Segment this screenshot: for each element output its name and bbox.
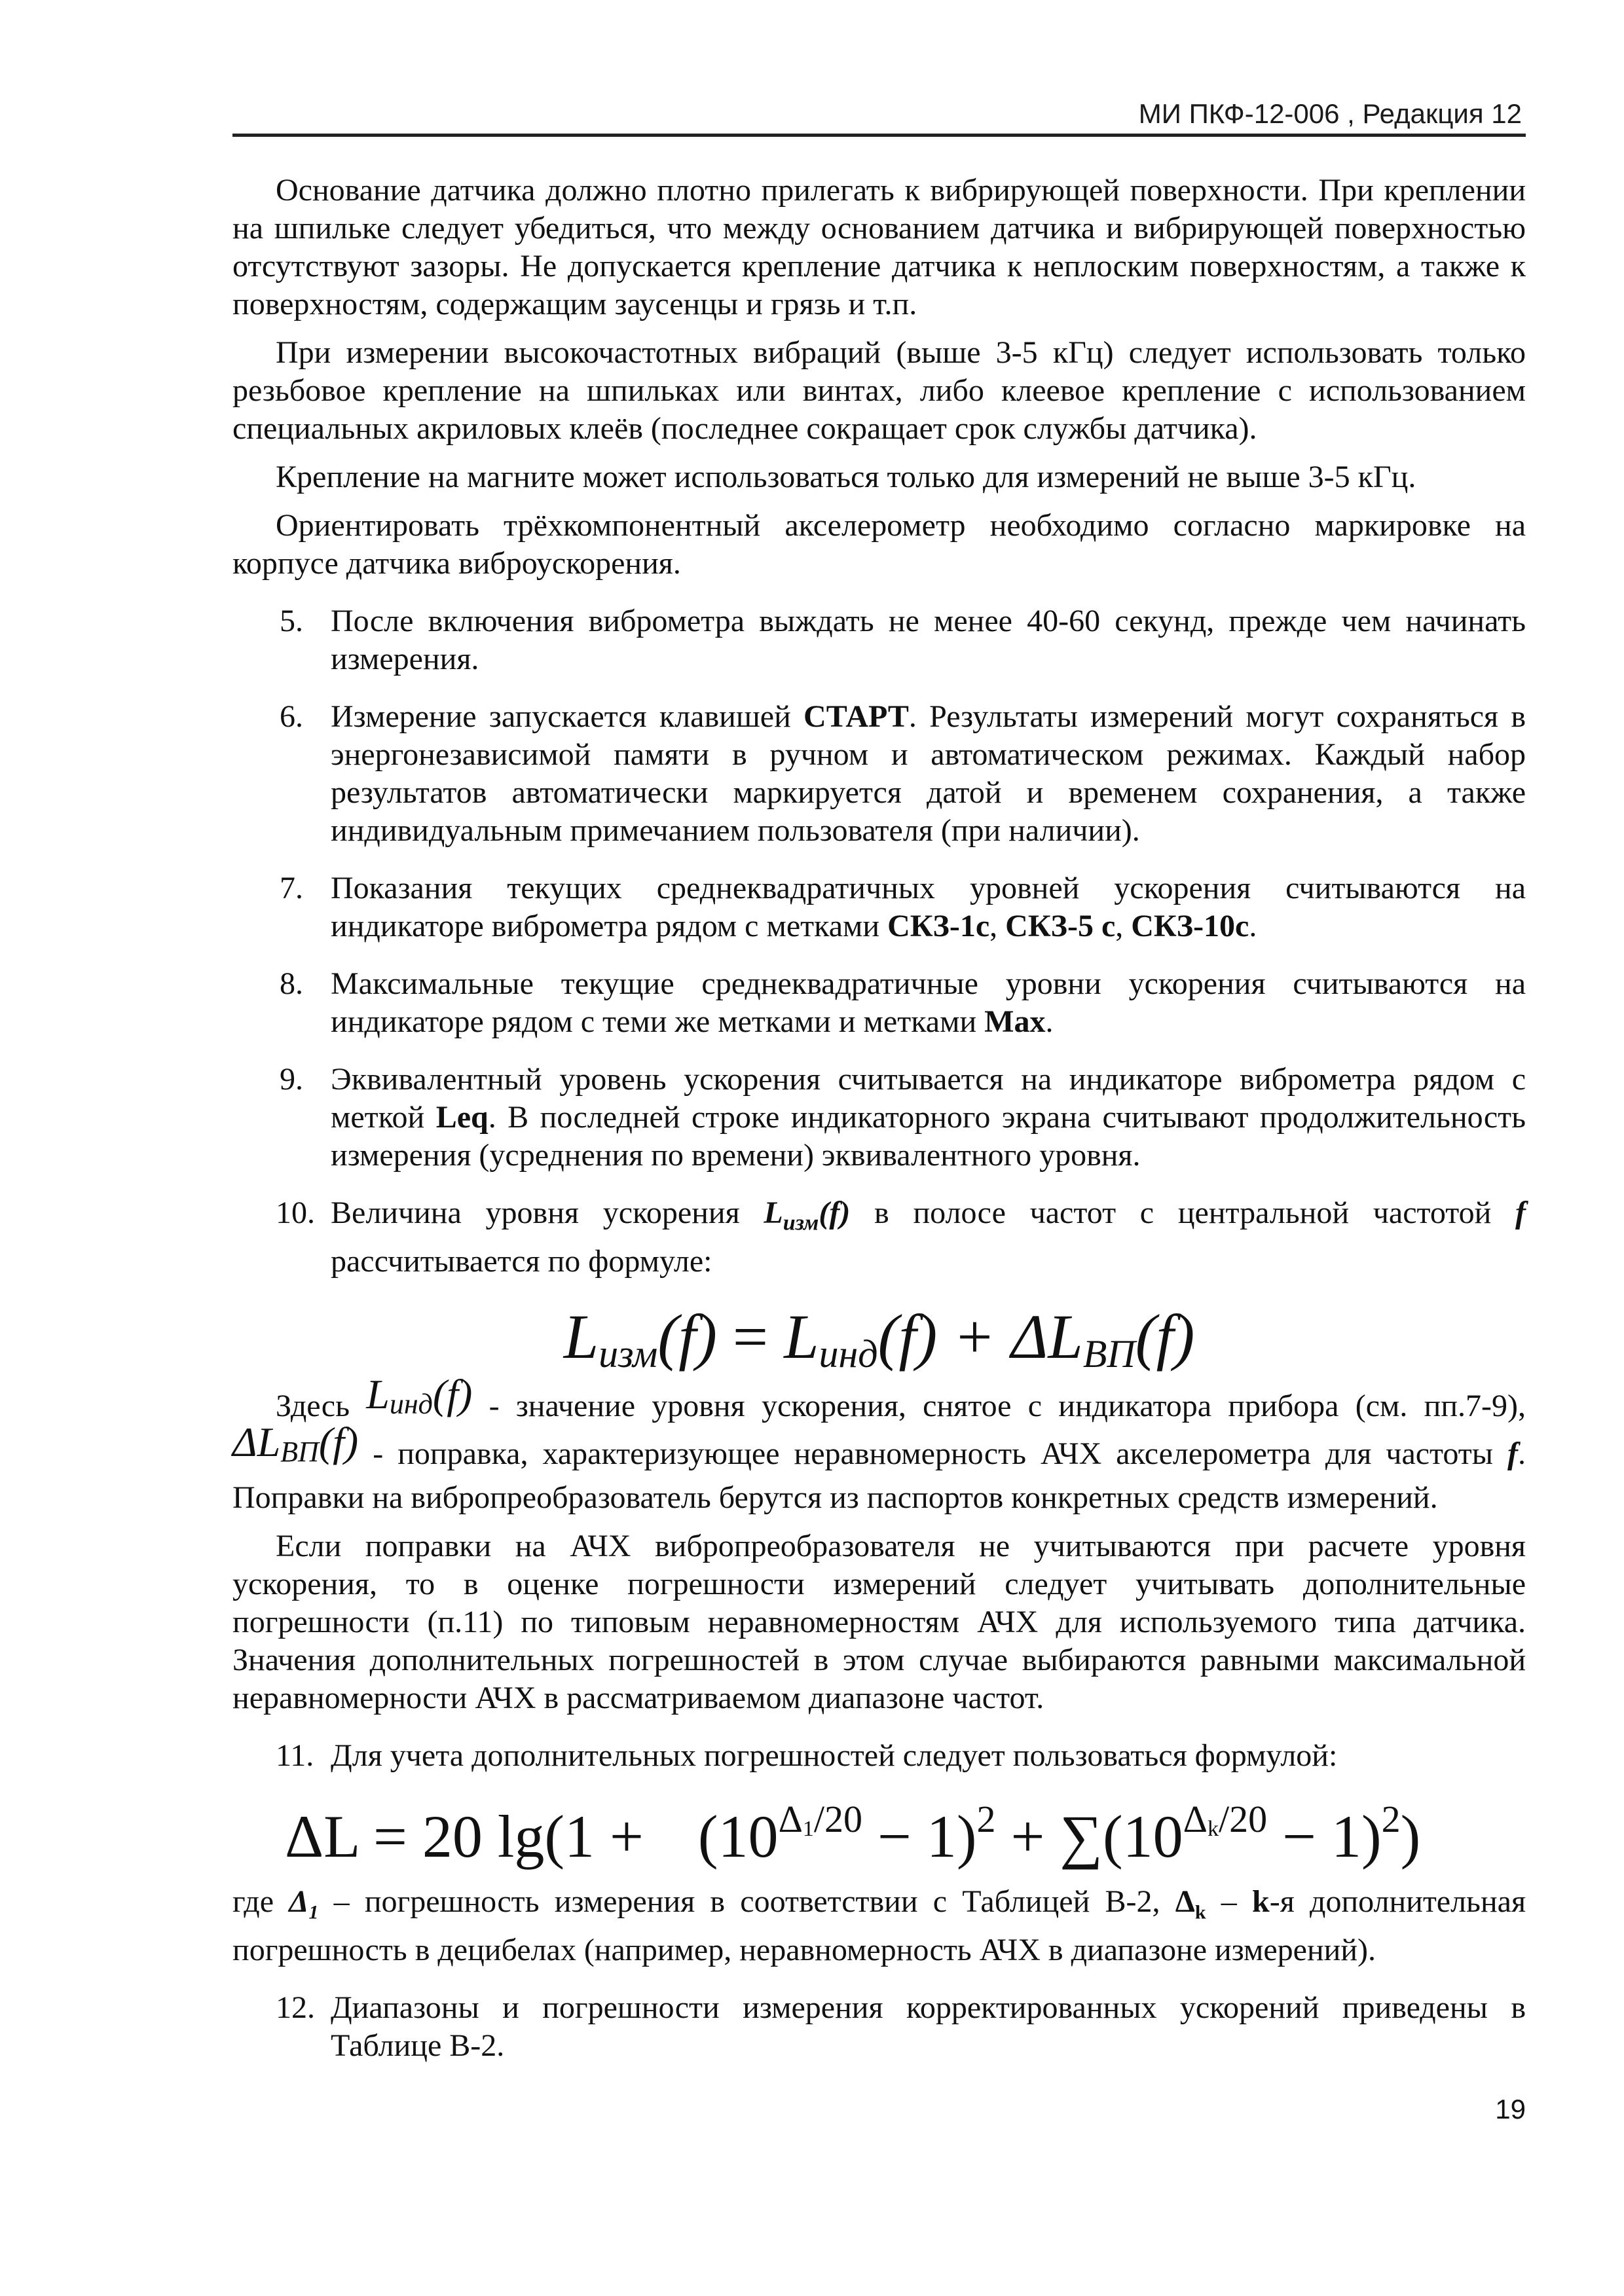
item-number: 8. (280, 966, 303, 1001)
item-text: рассчитывается по формуле: (331, 1243, 712, 1279)
list-item-12 (232, 1989, 1526, 2065)
symbol-arg: (f) (819, 1195, 851, 1230)
label-max: Max (984, 1004, 1046, 1039)
paragraph: Ориентировать трёхкомпонентный акселерометр необходимо согласно маркировке на корпусе датчика виброускорения. (232, 508, 1526, 581)
symbol-l: L (764, 1195, 783, 1230)
formula-legend (232, 1883, 1526, 1970)
formula-arg: (f) (1135, 1301, 1195, 1372)
formula-symbol: L (784, 1301, 819, 1372)
symbol-subscript: изм (783, 1211, 819, 1235)
paragraph: Основание датчика должно плотно прилегать к вибрирующей поверхности. При креплении на шпильке следует убедиться, что между основанием датчика и вибрирующей поверхностью отсутствуют зазоры. Не допускается крепление датчика к неплоским поверхностям, а также к поверхностям, содержащим заусенцы и грязь и т.п. (232, 173, 1526, 321)
formula-subscript: изм (599, 1332, 658, 1376)
formula-subscript: инд (819, 1332, 878, 1376)
period: . (1045, 1004, 1054, 1039)
label-skz-1: СКЗ-1с (887, 909, 990, 943)
item-text: . В последней строке индикаторного экрана считывают продолжительность измерения (усреднения по времени) эквивалентного уровня. (331, 1100, 1526, 1173)
formula-part: − 1) (862, 1802, 977, 1870)
item-number: 10. (276, 1195, 315, 1230)
separator: , (989, 909, 1006, 943)
list-item-8 (232, 965, 1526, 1041)
item-text: Максимальные текущие среднеквадратичные уровни ускорения считываются на индикаторе рядом с теми же метками и метками (331, 966, 1526, 1039)
explain-text: . Поправки на вибропреобразователь берутся из паспортов конкретных средств измерений. (232, 1436, 1526, 1515)
symbol-subscript: 1 (308, 1901, 319, 1923)
list-item-6 (232, 698, 1526, 850)
inline-formula-lind: $L_{инд}(f)$ (366, 1370, 473, 1420)
item-number: 9. (280, 1062, 303, 1097)
formula-plus: + ΔL (937, 1301, 1083, 1372)
page-number: 19 (1495, 2094, 1526, 2124)
item-text: Величина уровня ускорения (331, 1195, 764, 1230)
formula-part: ) (1400, 1802, 1421, 1870)
explain-text: Здесь (276, 1388, 367, 1423)
list-item-5 (232, 602, 1526, 678)
label-leq: Leq (435, 1100, 489, 1135)
formula-equals: = (716, 1301, 784, 1372)
formula-arg: (f) (657, 1301, 717, 1372)
item-number: 12. (276, 1990, 315, 2026)
formula-lhs: ΔL = 20 lg(1 + (285, 1802, 659, 1870)
item-text: Измерение запускается клавишей (331, 699, 804, 734)
item-text: Эквивалентный уровень ускорения считывается на индикаторе виброметра рядом с меткой (331, 1062, 1526, 1135)
inline-formula-dlvp: $\Delta L_{ВП}(f)$ (232, 1418, 359, 1468)
item-number: 6. (280, 699, 303, 734)
formula-additional-error: ΔL = 20 $\lg(1 + (10^{\Delta_1/20} - 1)^2 + \sum(10^{\Delta_k/20} - 1)^2)$ (285, 1797, 1421, 1870)
formula-part: − 1) (1267, 1802, 1382, 1870)
list-item-11 (232, 1737, 1526, 1775)
page-body (232, 172, 1526, 2065)
formula-symbol: L (563, 1301, 599, 1372)
formula-square: 2 (1381, 1797, 1401, 1840)
symbol-subscript: k (1194, 1901, 1206, 1923)
item-text: Диапазоны и погрешности измерения корректированных ускорений приведены в Таблице В-2. (331, 1990, 1526, 2064)
formula-level (232, 1300, 1526, 1377)
item-number: 7. (280, 871, 303, 905)
formula-part: + ∑(10 (995, 1802, 1183, 1870)
formula-square: 2 (976, 1797, 996, 1840)
symbol-f: f (1515, 1195, 1526, 1230)
item-text: Показания текущих среднеквадратичных уровней ускорения считываются на индикаторе виброметра рядом с метками (331, 871, 1526, 943)
label-skz-10: СКЗ-10с (1131, 909, 1249, 943)
legend-text: -я дополнительная погрешность в децибелах (например, неравномерность АЧХ в диапазоне измерений). (232, 1884, 1526, 1968)
symbol-delta: Δ (1175, 1884, 1195, 1919)
paragraph: Если поправки на АЧХ вибропреобразователя не учитываются при расчете уровня ускорения, то в оценке погрешности измерений следует учитывать дополнительные погрешности (п.11) по типовым неравномерностям АЧХ для используемого типа датчика. Значения дополнительных погрешностей в этом случае выбираются равными максимальной неравномерности АЧХ в рассматриваемом диапазоне частот. (232, 1528, 1526, 1715)
page-header (232, 92, 1526, 137)
label-skz-5: СКЗ-5 с (1005, 909, 1116, 943)
symbol-k: k (1252, 1884, 1270, 1919)
formula-part: (10 (697, 1802, 779, 1870)
formula-subscript: ВП (1082, 1332, 1135, 1376)
item-text: в полосе частот с центральной частотой (850, 1195, 1516, 1230)
list-item-10 (232, 1194, 1526, 1281)
legend-text: – погрешность измерения в соответствии с Таблицей В-2, (318, 1884, 1175, 1919)
symbol-f: f (1507, 1436, 1518, 1471)
paragraph: При измерении высокочастотных вибраций (выше 3-5 кГц) следует использовать только резьбовое крепление на шпильках или винтах, либо клеевое крепление с использованием специальных акриловых клеёв (последнее сокращает срок службы датчика). (232, 335, 1526, 446)
formula-explanation (232, 1370, 1526, 1517)
separator: , (1115, 909, 1132, 943)
paragraph: Крепление на магните может использоваться только для измерений не выше 3-5 кГц. (276, 460, 1416, 494)
explain-text: - значение уровня ускорения, снятое с индикатора прибора (см. пп.7-9), (472, 1388, 1526, 1423)
legend-text: – (1206, 1884, 1253, 1919)
item-text: После включения виброметра выждать не менее 40-60 секунд, прежде чем начинать измерения. (331, 604, 1526, 676)
formula-arg: (f) (877, 1301, 938, 1372)
symbol-delta: Δ (289, 1884, 309, 1919)
document-id: МИ ПКФ-12-006 , Редакция 12 (1138, 98, 1522, 129)
key-label-start: СТАРТ (803, 699, 909, 734)
explain-text: - поправка, характеризующее неравномерность АЧХ акселерометра для частоты (358, 1436, 1508, 1471)
item-number: 11. (276, 1738, 314, 1773)
item-text: . Результаты измерений могут сохраняться в энергонезависимой памяти в ручном и автоматическом режимах. Каждый набор результатов автоматически маркируется датой и временем сохранения, а также индивидуальным примечанием пользователя (при наличии). (331, 699, 1526, 848)
list-item-7 (232, 869, 1526, 945)
list-item-9 (232, 1061, 1526, 1175)
item-text: Для учета дополнительных погрешностей следует пользоваться формулой: (331, 1738, 1338, 1773)
item-number: 5. (280, 604, 303, 638)
legend-text: где (232, 1884, 289, 1919)
period: . (1249, 909, 1257, 943)
